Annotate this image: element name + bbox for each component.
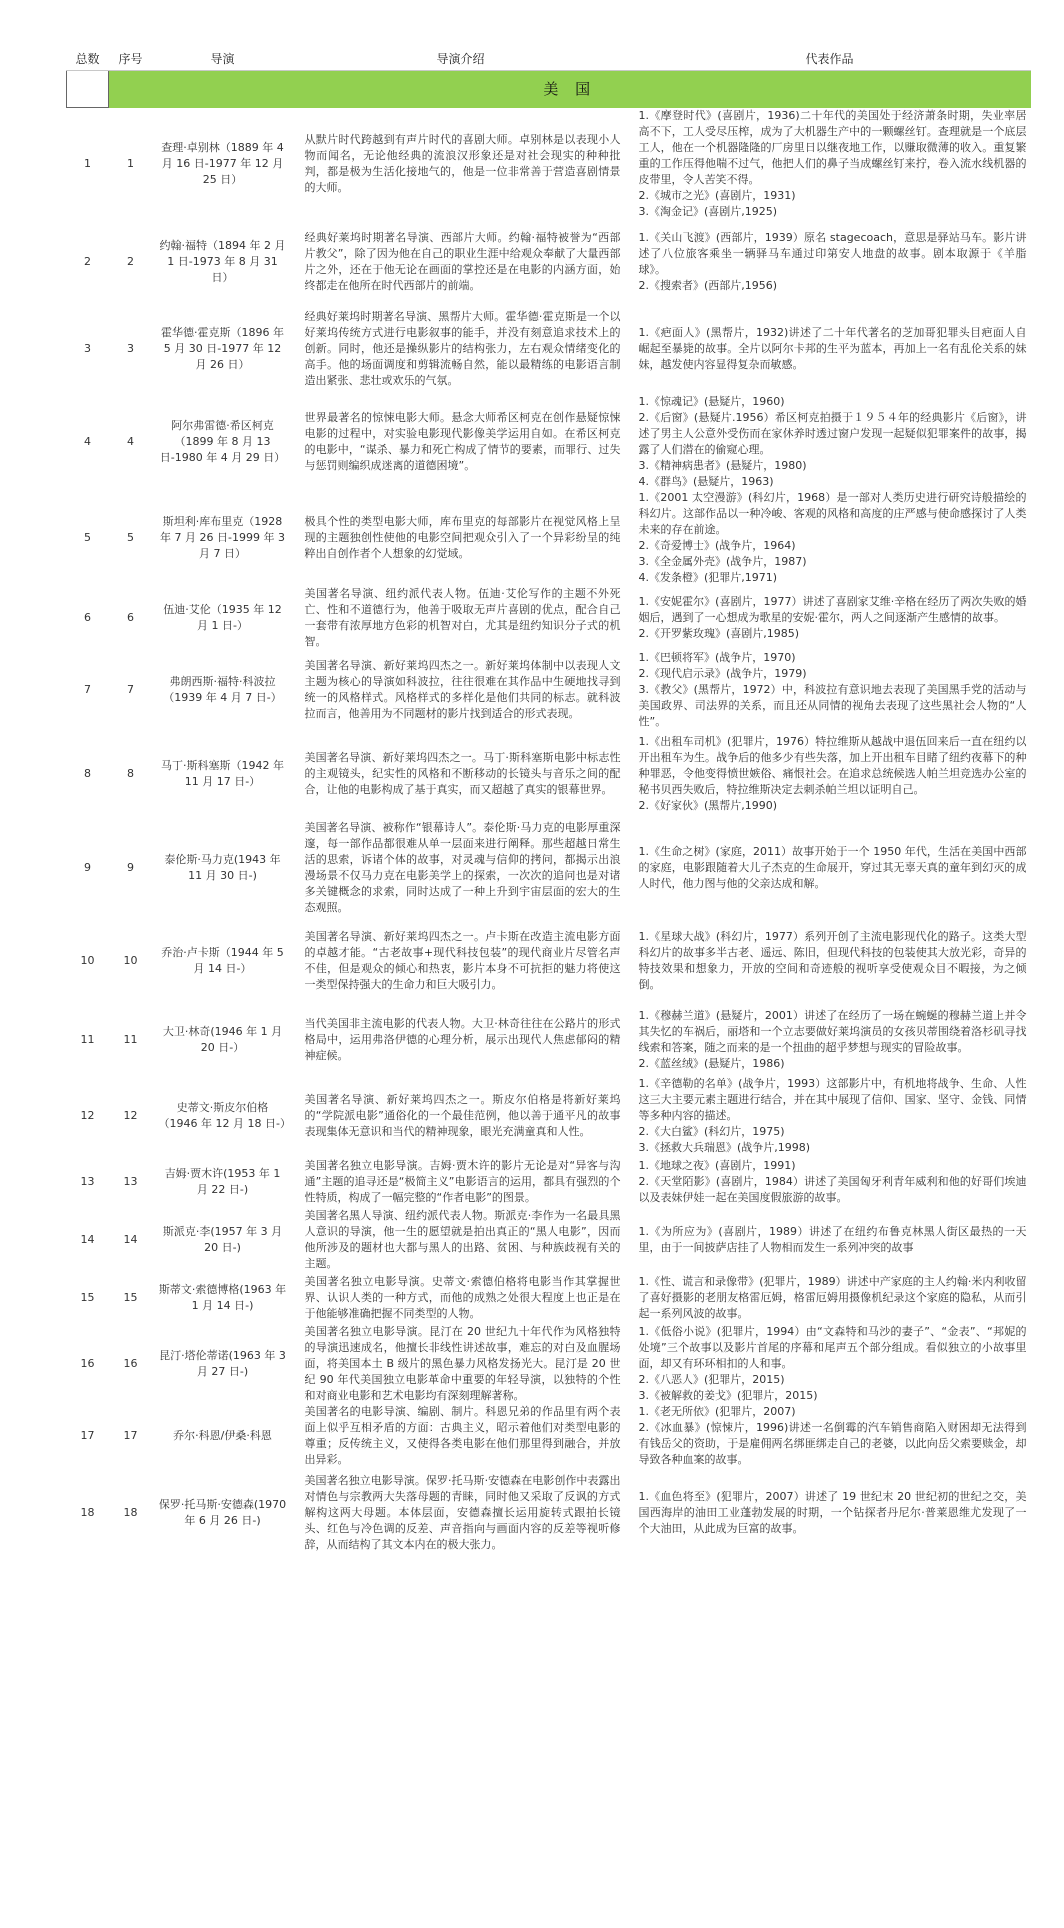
sequence-number: 2 (127, 254, 134, 268)
representative-works (629, 1468, 1031, 1558)
sequence-number: 3 (127, 341, 134, 355)
director-name: 约翰·福特（1894 年 2 月 1 日-1973 年 8 月 31 日） (159, 238, 286, 284)
directors-table (66, 48, 1031, 1558)
header-intro: 导演介绍 (293, 48, 629, 71)
work-item: 4.《群鸟》(悬疑片，1963) (638, 474, 774, 488)
work-item: 2.《搜索者》(西部片,1956) (638, 278, 778, 292)
sequence-number: 7 (127, 682, 134, 696)
table-row (67, 730, 1031, 818)
sequence-number: 6 (127, 610, 134, 624)
total-number: 9 (84, 860, 91, 874)
sequence-number: 13 (123, 1174, 138, 1188)
work-item: 2.《天堂陌影》(喜剧片，1984）讲述了美国匈牙利青年威利和他的好哥们埃迪以及表妹伊娃一起在美国度假旅游的故事。 (638, 1174, 1027, 1204)
work-item: 1.《辛德勒的名单》(战争片，1993）这部影片中，有机地将战争、生命、人性这三大主要元素主题进行结合，并在其中展现了信仰、国家、坚守、金钱、同情等多种内容的描述。 (638, 1076, 1027, 1122)
sequence-number: 8 (127, 766, 134, 780)
representative-works (629, 1156, 1031, 1208)
country-blank-cell (67, 71, 109, 108)
sequence-number: 11 (123, 1032, 138, 1046)
table-row (67, 1076, 1031, 1156)
work-item: 1.《巴顿将军》(战争片，1970) (638, 650, 796, 664)
representative-works (629, 730, 1031, 818)
sequence-number: 18 (123, 1505, 138, 1519)
director-intro: 美国著名导演、新好莱坞四杰之一。马丁·斯科塞斯电影中标志性的主观镜头，纪实性的风格和不断移动的长镜头与音乐之间的配合，让他的电影构成了基于真实，而又超越了真实的银幕世界。 (304, 750, 621, 796)
director-name: 霍华德·霍克斯（1896 年 5 月 30 日-1977 年 12 月 26 日） (161, 325, 284, 371)
representative-works (629, 1004, 1031, 1076)
director-intro: 极具个性的类型电影大师，库布里克的每部影片在视觉风格上呈现的主题独创性使他的电影空间把观众引入了一个异彩纷呈的纯粹出自创作者个人想象的幻觉域。 (304, 514, 621, 560)
total-number: 14 (80, 1232, 95, 1246)
total-number: 15 (80, 1290, 95, 1304)
director-name: 弗朗西斯·福特·科波拉（1939 年 4 月 7 日-） (163, 674, 282, 704)
director-name: 阿尔弗雷德·希区柯克（1899 年 8 月 13 日-1980 年 4 月 29 日） (159, 418, 286, 464)
table-row (67, 1156, 1031, 1208)
work-item: 1.《穆赫兰道》(悬疑片，2001）讲述了在经历了一场在蜿蜒的穆赫兰道上并令其失忆的车祸后，丽塔和一个立志要做好莱坞演员的女孩贝蒂围绕着洛杉矶寻找线索和答案，随之而来的是一个扭曲的超乎梦想与现实的冒险故事。 (638, 1008, 1027, 1054)
table-row (67, 1324, 1031, 1404)
total-number: 6 (84, 610, 91, 624)
table-row (67, 1004, 1031, 1076)
header-works: 代表作品 (629, 48, 1031, 71)
representative-works (629, 1404, 1031, 1468)
representative-works (629, 1208, 1031, 1272)
work-item: 3.《被解救的姜戈》(犯罪片，2015) (638, 1388, 818, 1402)
sequence-number: 15 (123, 1290, 138, 1304)
table-row (67, 918, 1031, 1004)
representative-works (629, 1272, 1031, 1324)
representative-works (629, 1076, 1031, 1156)
representative-works (629, 220, 1031, 304)
director-intro: 美国著名独立电影导演。史蒂文·索德伯格将电影当作其掌握世界、认识人类的一种方式，而他的成熟之处很大程度上也正是在于他能够准确把握不同类型的人物。 (304, 1274, 621, 1320)
director-name: 伍迪·艾伦（1935 年 12 月 1 日-） (163, 602, 282, 632)
work-item: 1.《为所应为》(喜剧片，1989）讲述了在纽约布鲁克林黑人街区最热的一天里，由于一间披萨店挂了人物相而发生一系列冲突的故事 (638, 1224, 1027, 1254)
work-item: 1.《低俗小说》(犯罪片，1994）由“文森特和马沙的妻子”、“金表”、“邦妮的处境”三个故事以及影片首尾的序幕和尾声五个部分组成。看似独立的小故事里面，却又有环环相扣的人和事。 (638, 1324, 1027, 1370)
director-intro: 美国著名的电影导演、编剧、制片。科恩兄弟的作品里有两个表面上似乎互相矛盾的方面：古典主义，昭示着他们对类型电影的尊重；反传统主义，又使得各类电影在他们那里得到融合，并放出异彩。 (304, 1404, 621, 1466)
work-item: 1.《出租车司机》(犯罪片，1976）特拉维斯从越战中退伍回来后一直在纽约以开出租车为生。战争后的他多少有些失落，加上开出租车目睹了纽约夜幕下的种种罪恶，令他变得愤世嫉俗、痛恨社会。在追求总统候选人帕兰坦竞选办公室的秘书贝西失败后，特拉维斯决定去刺杀帕兰坦以证明自己。 (638, 734, 1027, 796)
work-item: 2.《开罗紫玫瑰》(喜剧片,1985) (638, 626, 800, 640)
work-item: 2.《蓝丝绒》(悬疑片，1986) (638, 1056, 785, 1070)
table-row (67, 1404, 1031, 1468)
work-item: 1.《生命之树》(家庭，2011）故事开始于一个 1950 年代，生活在美国中西部的家庭，电影跟随着大儿子杰克的生命展开，穿过其无辜天真的童年到幻灭的成人时代，他力图与他的父亲达成和解。 (638, 844, 1027, 890)
director-intro: 当代美国非主流电影的代表人物。大卫·林奇往往在公路片的形式格局中，运用弗洛伊德的心理分析，展示出现代人焦虑郁闷的精神症候。 (304, 1016, 621, 1062)
representative-works (629, 586, 1031, 650)
representative-works (629, 108, 1031, 220)
sequence-number: 5 (127, 530, 134, 544)
director-intro: 美国著名导演、纽约派代表人物。伍迪·艾伦写作的主题不外死亡、性和不道德行为，他善于吸取无声片喜剧的优点，配合自己一套带有浓厚地方色彩的机智对白，尤其是纽约知识分子式的机智。 (304, 586, 621, 648)
work-item: 1.《惊魂记》(悬疑片，1960) (638, 394, 785, 408)
representative-works (629, 818, 1031, 918)
total-number: 16 (80, 1356, 95, 1370)
director-intro: 美国著名独立电影导演。吉姆·贾木许的影片无论是对“异客与沟通”主题的追寻还是“极简主义”电影语言的运用，都具有强烈的个性特质，构成了一幅完整的“作者电影”的图景。 (304, 1158, 621, 1204)
table-row (67, 586, 1031, 650)
sequence-number: 17 (123, 1428, 138, 1442)
table-row (67, 1272, 1031, 1324)
director-name: 大卫·林奇(1946 年 1 月 20 日-） (162, 1024, 283, 1054)
director-name: 马丁·斯科塞斯（1942 年 11 月 17 日-） (161, 758, 284, 788)
header-seq: 序号 (109, 48, 153, 71)
total-number: 7 (84, 682, 91, 696)
table-header-row (67, 48, 1031, 71)
director-name: 保罗·托马斯·安德森(1970 年 6 月 26 日-) (158, 1497, 287, 1527)
representative-works (629, 394, 1031, 490)
director-intro: 美国著名导演、被称作“银幕诗人”。泰伦斯·马力克的电影厚重深邃，每一部作品都很难从单一层面来进行阐释。那些超越日常生活的思索，诉诸个体的故事，对灵魂与信仰的拷问，都揭示出浪漫场景不仅马力克在电影美学上的探索，一次次的追问也是对诸多关键概念的求索，同时达成了一种上升到宇宙层面的宏大的生态观照。 (304, 820, 621, 914)
director-intro: 美国著名导演、新好莱坞四杰之一。斯皮尔伯格是将新好莱坞的“学院派电影”通俗化的一个最佳范例，他以善于通平凡的故事表现集体无意识和当代的精神现象，眼光充满童真和人性。 (304, 1092, 621, 1138)
sequence-number: 9 (127, 860, 134, 874)
director-name: 查理·卓别林（1889 年 4 月 16 日-1977 年 12 月 25 日） (161, 140, 284, 186)
sequence-number: 4 (127, 434, 134, 448)
work-item: 3.《教父》(黑帮片，1972）中，科波拉有意识地去表现了美国黑手党的活动与美国政界、司法界的关系，而且还从同情的视角去表现了这些黑社会人物的“人性”。 (638, 682, 1027, 728)
table-row (67, 490, 1031, 586)
representative-works (629, 304, 1031, 394)
director-name: 泰伦斯·马力克(1943 年 11 月 30 日-) (164, 852, 281, 882)
total-number: 10 (80, 953, 95, 967)
country-label: 美 国 (109, 71, 1031, 108)
director-name: 史蒂文·斯皮尔伯格（1946 年 12 月 18 日-） (158, 1100, 291, 1130)
total-number: 11 (80, 1032, 95, 1046)
work-item: 1.《地球之夜》(喜剧片，1991) (638, 1158, 796, 1172)
director-intro: 世界最著名的惊悚电影大师。悬念大师希区柯克在创作悬疑惊悚电影的过程中，对实验电影现代影像美学运用自如。在希区柯克的电影中，“谋杀、暴力和死亡构成了情节的要素，而罪行、过失与惩罚则编织成迷离的道德困境”。 (304, 410, 621, 472)
table-row (67, 1208, 1031, 1272)
director-intro: 美国著名导演、新好莱坞四杰之一。新好莱坞体制中以表现人文主题为核心的导演如科波拉，往往很难在其作品中生硬地找寻到统一的风格样式。风格样式的多样化是他们共同的标志。就科波拉而言，他善用为不同题材的影片找到适合的形式表现。 (304, 658, 621, 720)
work-item: 3.《拯救大兵瑞恩》(战争片,1998) (638, 1140, 811, 1154)
director-name: 斯坦利·库布里克（1928 年 7 月 26 日-1999 年 3 月 7 日） (160, 514, 285, 560)
director-intro: 美国著名独立电影导演。保罗·托马斯·安德森在电影创作中表露出对情色与宗教两大失落母题的青睐，同时他又采取了反讽的方式解构这两大母题。本体层面，安德森擅长运用旋转式跟拍长镜头、红色与冷色调的反差、声音指向与画面内容的反差等视听修辞，从而结构了其文本内在的极大张力。 (304, 1473, 621, 1551)
table-row (67, 1468, 1031, 1558)
work-item: 1.《2001 太空漫游》(科幻片，1968）是一部对人类历史进行研究诗般描绘的科幻片。这部作品以一种冷峻、客观的风格和高度的庄严感与使命感探讨了人类未来的存在前途。 (638, 490, 1027, 536)
table-row (67, 650, 1031, 730)
country-row (67, 71, 1031, 108)
table-row (67, 818, 1031, 918)
director-name: 乔治·卢卡斯（1944 年 5 月 14 日-） (161, 945, 284, 975)
sequence-number: 12 (123, 1108, 138, 1122)
director-name: 吉姆·贾木许(1953 年 1 月 22 日-) (164, 1166, 281, 1196)
total-number: 18 (80, 1505, 95, 1519)
work-item: 1.《星球大战》(科幻片，1977）系列开创了主流电影现代化的路子。这类大型科幻片的故事多半古老、遥远、陈旧，但现代科技的包装使其大放光彩，奇异的特技效果和想象力，开放的空间和奇迹般的视听享受使观众目不暇接，为之倾倒。 (638, 929, 1027, 991)
work-item: 3.《精神病患者》(悬疑片，1980) (638, 458, 807, 472)
total-number: 5 (84, 530, 91, 544)
director-intro: 经典好莱坞时期著名导演、西部片大师。约翰·福特被誉为“西部片教父”，除了因为他在自己的职业生涯中给观众奉献了大量西部片之外，还在于他无论在画面的掌控还是在电影的内涵方面，始终都走在他所在时代西部片的前端。 (304, 230, 621, 292)
total-number: 2 (84, 254, 91, 268)
work-item: 2.《后窗》(悬疑片.1956）希区柯克拍摄于１９５４年的经典影片《后窗》，讲述了男主人公意外受伤而在家休养时透过窗户发现一起疑似犯罪案件的故事，揭露了人们潜在的偷窥心理。 (638, 410, 1027, 456)
director-name: 斯蒂文·索德博格(1963 年 1 月 14 日-) (158, 1282, 287, 1312)
work-item: 1.《摩登时代》(喜剧片，1936)二十年代的美国处于经济萧条时期，失业率居高不下，工人受尽压榨，成为了大机器生产中的一颗螺丝钉。查理就是一个底层工人，他在一个机器隆隆的厂房里日以继夜地工作，以赚取微薄的收入。重复繁重的工作压得他喘不过气，他把人们的鼻子当成螺丝钉来拧，卷入流水线机器的皮带里，令人苦笑不得。 (638, 108, 1027, 186)
table-body (67, 71, 1031, 1558)
work-item: 1.《血色将至》(犯罪片，2007）讲述了 19 世纪末 20 世纪初的世纪之交，美国西海岸的油田工业蓬勃发展的时期，一个钻探者丹尼尔·普莱恩维尤发现了一个大油田，从此成为巨富的故事。 (638, 1489, 1027, 1535)
total-number: 13 (80, 1174, 95, 1188)
work-item: 3.《全金属外壳》(战争片，1987) (638, 554, 807, 568)
total-number: 8 (84, 766, 91, 780)
table-row (67, 108, 1031, 220)
sequence-number: 10 (123, 953, 138, 967)
representative-works (629, 1324, 1031, 1404)
work-item: 4.《发条橙》(犯罪片,1971) (638, 570, 778, 584)
director-intro: 美国著名导演、新好莱坞四杰之一。卢卡斯在改造主流电影方面的卓越才能。“古老故事+现代科技包装”的现代商业片尽管名声不佳，但是观众的倾心和热衷，影片本身不可抗拒的魅力将使这一类型保持强大的生命力和巨大吸引力。 (304, 929, 621, 991)
director-intro: 从默片时代跨越到有声片时代的喜剧大师。卓别林是以表现小人物而闻名，无论他经典的流浪汉形象还是对社会现实的种种批判，都是极为生活化接地气的，他是一位非常善于营造喜剧情景的大师。 (304, 132, 621, 194)
sequence-number: 16 (123, 1356, 138, 1370)
work-item: 1.《老无所依》(犯罪片，2007) (638, 1404, 796, 1418)
work-item: 1.《安妮霍尔》(喜剧片，1977）讲述了喜剧家艾维·辛格在经历了两次失败的婚姻后，遇到了一心想成为歌星的安妮·霍尔，两人之间逐渐产生感情的故事。 (638, 594, 1027, 624)
table-row (67, 394, 1031, 490)
total-number: 4 (84, 434, 91, 448)
director-name: 乔尔·科恩/伊桑·科恩 (173, 1428, 272, 1442)
sequence-number: 14 (123, 1232, 138, 1246)
work-item: 1.《性、谎言和录像带》(犯罪片，1989）讲述中产家庭的主人约翰·米内利收留了喜好摄影的老朋友格雷厄姆，格雷厄姆用摄像机纪录这个家庭的隐私，从而引起一系列风波的故事。 (638, 1274, 1027, 1320)
work-item: 3.《淘金记》(喜剧片,1925) (638, 204, 778, 218)
total-number: 1 (84, 156, 91, 170)
total-number: 3 (84, 341, 91, 355)
work-item: 2.《城市之光》(喜剧片，1931) (638, 188, 796, 202)
work-item: 1.《疤面人》(黑帮片，1932)讲述了二十年代著名的芝加哥犯罪头目疤面人自崛起至暴毙的故事。全片以阿尔卡邦的生平为蓝本，再加上一名有乱伦关系的妹妹，越发使内容显得复杂而敏感。 (638, 325, 1027, 371)
total-number: 17 (80, 1428, 95, 1442)
director-name: 斯派克·李(1957 年 3 月 20 日-) (162, 1224, 283, 1254)
representative-works (629, 918, 1031, 1004)
header-total: 总数 (67, 48, 109, 71)
director-intro: 美国著名独立电影导演。昆汀在 20 世纪九十年代作为风格独特的导演迅速成名，他擅长非线性讲述故事，难忘的对白及血腥场面，将美国本土 B 级片的黑色暴力风格发扬光大。昆汀是 20 世纪 90 年代美国独立电影革命中重要的年轻导演，以独特的个性和对商业电影和艺术电影均有深刻理解著称。 (304, 1324, 621, 1402)
sequence-number: 1 (127, 156, 134, 170)
work-item: 2.《好家伙》(黑帮片,1990) (638, 798, 778, 812)
representative-works (629, 490, 1031, 586)
header-director: 导演 (153, 48, 293, 71)
table-row (67, 304, 1031, 394)
work-item: 2.《冰血暴》(惊悚片，1996)讲述一名倒霉的汽车销售商陷入财困却无法得到有钱岳父的资助，于是雇佣两名绑匪绑走自己的老婆，以此向岳父索要赎金，却导致各种血案的故事。 (638, 1420, 1027, 1466)
work-item: 2.《现代启示录》(战争片，1979) (638, 666, 807, 680)
representative-works (629, 650, 1031, 730)
director-name: 昆汀·塔伦蒂诺(1963 年 3 月 27 日-) (159, 1348, 286, 1378)
table-row (67, 220, 1031, 304)
director-intro: 经典好莱坞时期著名导演、黑帮片大师。霍华德·霍克斯是一个以好莱坞传统方式进行电影叙事的能手，并没有刻意追求技术上的创新。同时，他还是操纵影片的结构张力，左右观众情绪变化的高手。他的场面调度和剪辑流畅自然，能以最精练的电影语言制造出紧张、悲壮或欢乐的气氛。 (304, 309, 621, 387)
work-item: 1.《关山飞渡》(西部片，1939）原名 stagecoach，意思是驿站马车。影片讲述了八位旅客乘坐一辆驿马车通过印第安人地盘的故事。剧本取源于《羊脂球》。 (638, 230, 1027, 276)
director-intro: 美国著名黑人导演、纽约派代表人物。斯派克·李作为一名最具黑人意识的导演，他一生的愿望就是拍出真正的“黑人电影”，因而他所涉及的题材也大都与黑人的出路、贫困、与种族歧视有关的主题。 (304, 1208, 621, 1270)
work-item: 2.《八恶人》(犯罪片，2015) (638, 1372, 785, 1386)
work-item: 2.《奇爱博士》(战争片，1964) (638, 538, 796, 552)
work-item: 2.《大白鲨》(科幻片，1975) (638, 1124, 785, 1138)
total-number: 12 (80, 1108, 95, 1122)
